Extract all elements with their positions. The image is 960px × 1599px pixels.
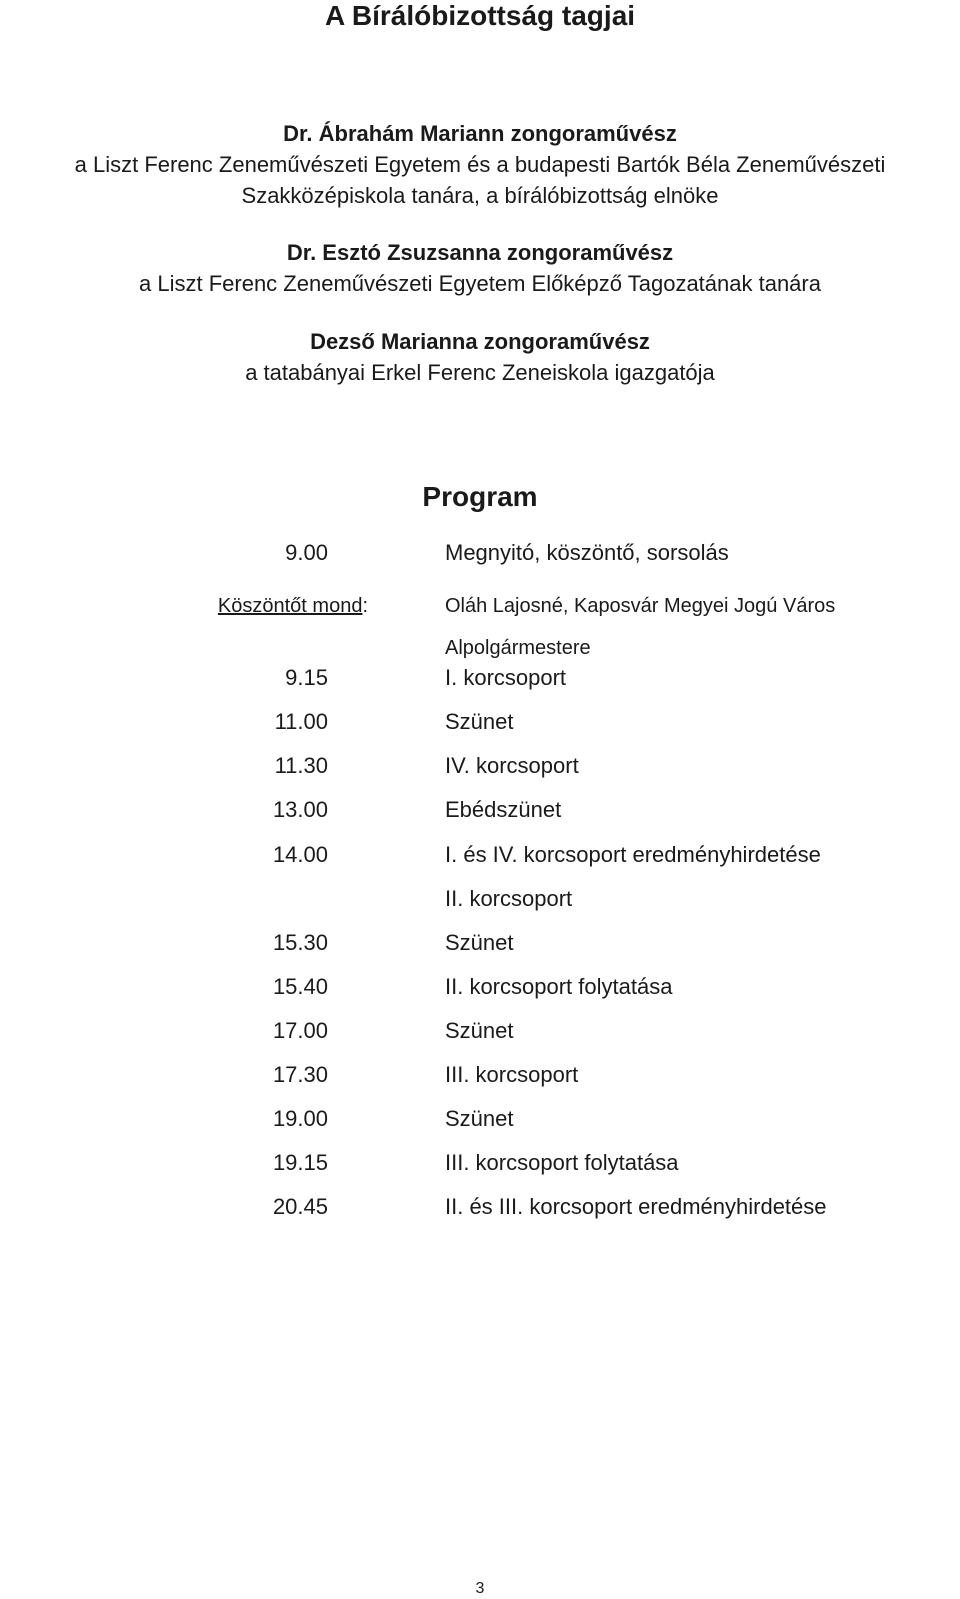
- greeter-value-line: Alpolgármestere: [445, 637, 591, 659]
- schedule-event: I. korcsoport: [445, 665, 567, 690]
- schedule-time: 11.00: [274, 709, 328, 734]
- jury-member-description-line: a Liszt Ferenc Zeneművészeti Egyetem Előképző Tagozatának tanára: [139, 271, 821, 296]
- schedule-time: 17.30: [272, 1062, 328, 1087]
- schedule-event: Szünet: [445, 709, 514, 734]
- schedule-event: III. korcsoport: [445, 1062, 579, 1087]
- program-title: Program: [422, 481, 538, 512]
- jury-member-name: Dr. Ábrahám Mariann zongoraművész: [283, 121, 677, 146]
- schedule-time: 13.00: [272, 797, 328, 822]
- greeter-label-text: Köszöntőt mond: [217, 595, 363, 617]
- schedule-time: 17.00: [272, 1018, 328, 1043]
- schedule-event: I. és IV. korcsoport eredményhirdetése: [445, 842, 821, 867]
- schedule-event: IV. korcsoport: [445, 753, 579, 778]
- schedule-event: II. korcsoport folytatása: [445, 974, 673, 999]
- schedule-time: 9.00: [285, 540, 328, 565]
- schedule-event: Megnyitó, köszöntő, sorsolás: [445, 540, 729, 565]
- jury-member-2: [0, 237, 960, 299]
- schedule-time: 9.15: [285, 665, 328, 690]
- jury-member-name: Dezső Marianna zongoraművész: [310, 329, 650, 354]
- schedule-event: Szünet: [445, 1018, 514, 1043]
- schedule-event: Szünet: [445, 1106, 514, 1131]
- schedule-event: III. korcsoport folytatása: [445, 1150, 679, 1175]
- jury-member-description-line: Szakközépiskola tanára, a bírálóbizottság elnöke: [241, 183, 719, 208]
- jury-member-description-line: a Liszt Ferenc Zeneművészeti Egyetem és a budapesti Bartók Béla Zeneművészeti: [74, 152, 886, 177]
- jury-member-1: [0, 118, 960, 211]
- greeter-label-colon: :: [362, 595, 368, 617]
- jury-member-3: [0, 326, 960, 388]
- greeter-label: [218, 594, 368, 618]
- greeter-value-line: Oláh Lajosné, Kaposvár Megyei Jogú Város: [445, 595, 836, 617]
- schedule-time: 11.30: [274, 753, 328, 778]
- schedule-time: 19.15: [272, 1150, 328, 1175]
- schedule-time: 15.40: [272, 974, 328, 999]
- schedule-event: Szünet: [445, 930, 514, 955]
- greeter-value: [445, 585, 835, 669]
- schedule-time: 19.00: [272, 1106, 328, 1131]
- page-number: 3: [475, 1580, 485, 1597]
- schedule-event: II. és III. korcsoport eredményhirdetése: [445, 1194, 827, 1219]
- jury-member-description-line: a tatabányai Erkel Ferenc Zeneiskola igazgatója: [245, 360, 715, 385]
- schedule-event: II. korcsoport: [445, 886, 573, 911]
- schedule-time: 14.00: [272, 842, 328, 867]
- page-title: A Bírálóbizottság tagjai: [324, 0, 636, 31]
- jury-member-name: Dr. Esztó Zsuzsanna zongoraművész: [286, 240, 674, 265]
- schedule-time: 15.30: [272, 930, 328, 955]
- schedule-event: Ebédszünet: [445, 797, 562, 822]
- schedule-time: 20.45: [272, 1194, 328, 1219]
